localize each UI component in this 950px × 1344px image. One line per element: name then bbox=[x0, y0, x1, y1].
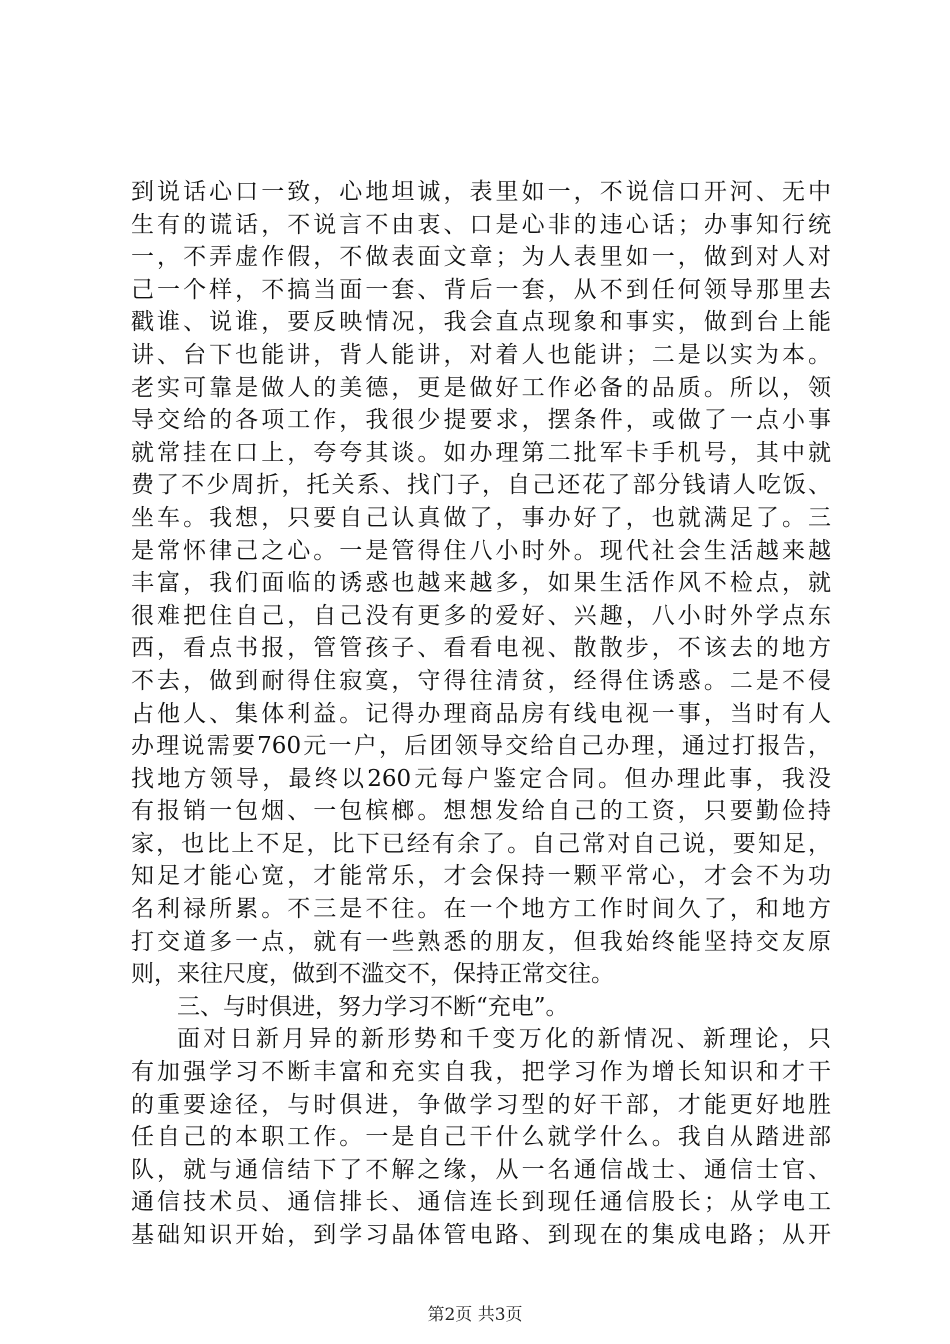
text-line: 己一个样，不搞当面一套、背后一套，从不到任何领导那里去 bbox=[131, 276, 831, 303]
text-line: 面对日新月异的新形势和千变万化的新情况、新理论，只 bbox=[177, 1026, 831, 1053]
text-line: 坐车。我想，只要自己认真做了，事办好了，也就满足了。三 bbox=[131, 504, 831, 531]
text-line: 打交道多一点，就有一些熟悉的朋友，但我始终能坚持交友原 bbox=[131, 928, 831, 955]
text-line: 到说话心口一致，心地坦诚，表里如一，不说信口开河、无中 bbox=[131, 179, 831, 205]
text-line: 很难把住自己，自己没有更多的爱好、兴趣，八小时外学点东 bbox=[131, 602, 831, 629]
text-line: 家，也比上不足，比下已经有余了。自己常对自己说，要知足， bbox=[131, 830, 831, 857]
text-line: 导交给的各项工作，我很少提要求，摆条件，或做了一点小事 bbox=[131, 407, 831, 434]
text-line: 基础知识开始，到学习晶体管电路、到现在的集成电路；从开 bbox=[131, 1222, 831, 1248]
text-line: 是常怀律己之心。一是管得住八小时外。现代社会生活越来越 bbox=[131, 537, 831, 564]
text-line: 不去，做到耐得住寂寞，守得往清贫，经得住诱惑。二是不侵 bbox=[131, 667, 831, 694]
text-line: 通信技术员、通信排长、通信连长到现任通信股长；从学电工 bbox=[131, 1189, 831, 1216]
text-line: 戳谁、说谁，要反映情况，我会直点现象和事实，做到台上能 bbox=[131, 309, 831, 336]
text-line: 任自己的本职工作。一是自己干什么就学什么。我自从踏进部 bbox=[131, 1124, 831, 1151]
text-line: 生有的谎话，不说言不由衷、口是心非的违心话；办事知行统 bbox=[131, 211, 831, 238]
text-line: 办理说需要760元一户，后团领导交给自己办理，通过打报告， bbox=[131, 733, 831, 760]
text-line: 的重要途径，与时俱进，争做学习型的好干部，才能更好地胜 bbox=[131, 1091, 831, 1118]
text-line: 老实可靠是做人的美德，更是做好工作必备的品质。所以，领 bbox=[131, 374, 831, 401]
section-heading: 三、与时俱进，努力学习不断“充电”。 bbox=[177, 993, 569, 1020]
text-line: 讲、台下也能讲，背人能讲，对着人也能讲；二是以实为本。 bbox=[131, 341, 831, 368]
text-line: 就常挂在口上，夸夸其谈。如办理第二批军卡手机号，其中就 bbox=[131, 439, 831, 466]
text-line: 有报销一包烟、一包槟榔。想想发给自己的工资，只要勤俭持 bbox=[131, 798, 831, 825]
text-line: 西，看点书报，管管孩子、看看电视、散散步，不该去的地方 bbox=[131, 635, 831, 662]
text-line: 丰富，我们面临的诱惑也越来越多，如果生活作风不检点，就 bbox=[131, 570, 831, 597]
text-line: 占他人、集体利益。记得办理商品房有线电视一事，当时有人 bbox=[131, 700, 831, 727]
text-line: 有加强学习不断丰富和充实自我，把学习作为增长知识和才干 bbox=[131, 1059, 831, 1086]
page-number-footer: 第2页 共3页 bbox=[427, 1305, 523, 1325]
text-line: 名利禄所累。不三是不往。在一个地方工作时间久了，和地方 bbox=[131, 896, 831, 923]
document-body bbox=[131, 176, 831, 1252]
text-line: 则，来往尺度，做到不滥交不，保持正常交往。 bbox=[131, 961, 614, 988]
text-line: 费了不少周折，托关系、找门子，自己还花了部分钱请人吃饭、 bbox=[131, 472, 831, 499]
text-line: 一，不弄虚作假，不做表面文章；为人表里如一，做到对人对 bbox=[131, 244, 831, 271]
text-line: 找地方领导，最终以260元每户鉴定合同。但办理此事，我没 bbox=[131, 765, 831, 792]
text-line: 知足才能心宽，才能常乐，才会保持一颗平常心，才会不为功 bbox=[131, 863, 831, 890]
text-line: 队，就与通信结下了不解之缘，从一名通信战士、通信士官、 bbox=[131, 1156, 831, 1183]
